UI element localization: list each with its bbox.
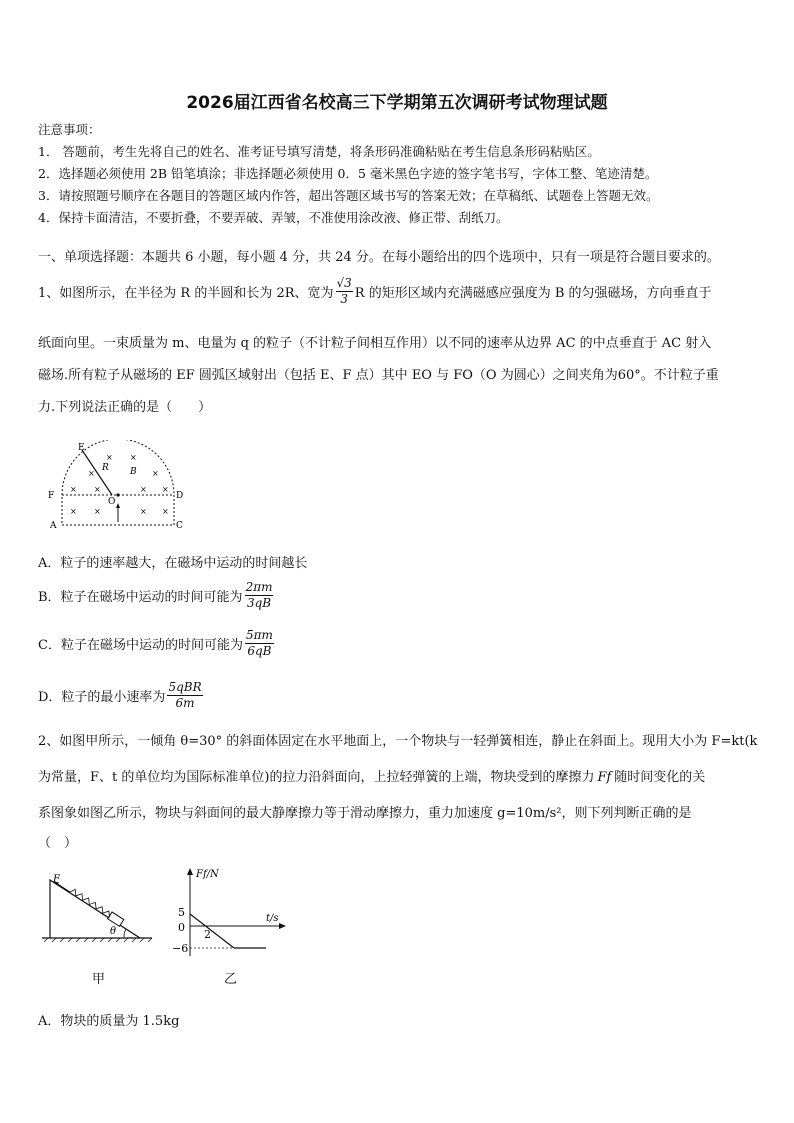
page-title: 2026届江西省名校高三下学期第五次调研考试物理试题 xyxy=(186,93,608,113)
frac-denominator: 6m xyxy=(175,696,195,710)
tick-2: 2 xyxy=(204,928,211,941)
cross: × xyxy=(88,469,95,478)
q1-line-2: 纸面向里。一束质量为 m、电量为 q 的粒子（不计粒子间相互作用）以不同的速率从边界 AC 的中点垂直于 AC 射入 xyxy=(38,336,712,351)
q2-friction-graph xyxy=(166,866,300,958)
label-A: A xyxy=(50,521,57,531)
arrow-head xyxy=(116,503,120,508)
label-D: D xyxy=(176,491,184,501)
q1-text-b: R 的矩形区域内充满磁感应强度为 B 的匀强磁场，方向垂直于 xyxy=(354,286,712,301)
tick-5: 5 xyxy=(178,906,185,919)
q2-line-1: 2、如图甲所示，一倾角 θ=30° 的斜面体固定在水平地面上，一个物块与一轻弹簧相连，静止在斜面上。现用大小为 F=kt(k xyxy=(38,734,758,749)
q1-fraction-sqrt3-over-3 xyxy=(336,276,353,307)
notice-heading: 注意事项： xyxy=(38,122,101,137)
label-C: C xyxy=(176,521,183,531)
cross: × xyxy=(94,485,101,494)
frac-numerator: 5qBR xyxy=(168,680,202,694)
label-F: F xyxy=(53,874,60,885)
frac-denominator: 3qB xyxy=(246,596,272,610)
notice-item-3: 3．请按照题号顺序在各题目的答题区域内作答，超出答题区域书写的答案无效；在草稿纸、试题卷上答题无效。 xyxy=(38,188,659,203)
q1-option-c xyxy=(38,628,276,659)
q2-line-2 xyxy=(38,766,705,785)
y-axis-label: Ff/N xyxy=(196,869,219,880)
frac-numerator: 5πm xyxy=(245,628,273,642)
cross: × xyxy=(162,507,169,516)
q1-option-a: A．粒子的速率越大，在磁场中运动的时间越长 xyxy=(38,556,308,571)
q1-text-a: 1、如图所示，在半径为 R 的半圆和长为 2R、宽为 xyxy=(38,286,334,301)
notice-item-2: 2．选择题必须使用 2B 铅笔填涂；非选择题必须使用 0．5 毫米黑色字迹的签字笔书写，字体工整、笔迹清楚。 xyxy=(38,166,658,181)
x-axis-arrow xyxy=(279,923,286,929)
q2-line-4: （ ） xyxy=(38,836,78,851)
cross: × xyxy=(94,507,101,516)
caption-jia: 甲 xyxy=(92,972,106,987)
spring xyxy=(70,888,112,918)
option-b-fraction xyxy=(245,580,274,611)
tick-minus-6: −6 xyxy=(172,942,189,955)
cross: × xyxy=(140,507,147,516)
frac-denominator: 6qB xyxy=(247,644,272,658)
block xyxy=(108,912,124,926)
option-d-fraction xyxy=(167,680,202,711)
frac-numerator: √3 xyxy=(336,276,352,290)
label-O: O xyxy=(108,497,116,507)
caption-yi: 乙 xyxy=(224,972,238,987)
label-E: E xyxy=(78,443,85,453)
label-R: R xyxy=(102,463,109,473)
q1-option-d xyxy=(38,680,205,711)
q2-text-b: 随时间变化的关 xyxy=(614,770,706,785)
friction-symbol: Ff xyxy=(597,770,612,785)
option-c-fraction xyxy=(245,628,274,659)
label-theta: θ xyxy=(110,926,117,937)
center-point xyxy=(116,493,119,496)
section-heading: 一、单项选择题：本题共 6 小题，每小题 4 分，共 24 分。在每小题给出的四个选项中，只有一项是符合题目要求的。 xyxy=(38,250,720,265)
cross: × xyxy=(152,469,159,478)
cross: × xyxy=(162,485,169,494)
option-b-text: B．粒子在磁场中运动的时间可能为 xyxy=(38,590,243,605)
option-d-text: D．粒子的最小速率为 xyxy=(38,690,166,705)
cross: × xyxy=(140,485,147,494)
q1-magnetic-field-figure xyxy=(44,440,194,532)
cross: × xyxy=(130,453,137,462)
q2-text-a: 为常量，F、t 的单位均为国际标准单位)的拉力沿斜面向，上拉轻弹簧的上端，物块受到的摩擦力 xyxy=(38,770,595,785)
y-axis-arrow xyxy=(187,868,193,875)
option-c-text: C．粒子在磁场中运动的时间可能为 xyxy=(38,638,243,653)
frac-numerator: 2πm xyxy=(245,580,273,594)
x-axis-label: t/s xyxy=(266,913,279,924)
q1-line-3: 磁场.所有粒子从磁场的 EF 圆弧区域射出（包括 E、F 点）其中 EO 与 FO（O 为圆心）之间夹角为60°。不计粒子重 xyxy=(38,368,719,383)
cross: × xyxy=(106,453,113,462)
incline xyxy=(50,880,140,938)
cross: × xyxy=(70,507,77,516)
notice-item-1: 1． 答题前，考生先将自己的姓名、准考证号填写清楚，将条形码准确粘贴在考生信息条形码粘贴区。 xyxy=(38,144,600,159)
notice-item-4: 4．保持卡面清洁，不要折叠，不要弄破、弄皱，不准使用涂改液、修正带、刮纸刀。 xyxy=(38,210,509,225)
q1-line-4: 力.下列说法正确的是（ ） xyxy=(38,400,212,415)
label-F: F xyxy=(48,491,55,501)
friction-line xyxy=(190,914,234,948)
q2-line-3: 系图象如图乙所示，物块与斜面间的最大静摩擦力等于滑动摩擦力，重力加速度 g=10m/s²，则下列判断正确的是 xyxy=(38,806,692,821)
cross: × xyxy=(70,485,77,494)
frac-denominator: 3 xyxy=(340,292,348,306)
label-B: B xyxy=(130,467,137,477)
q1-line-1 xyxy=(38,276,712,307)
q2-incline-figure xyxy=(40,866,158,946)
q1-option-b xyxy=(38,580,275,611)
tick-0: 0 xyxy=(178,921,185,934)
q2-option-a: A．物块的质量为 1.5kg xyxy=(38,1014,180,1029)
angle-arc xyxy=(124,929,126,938)
